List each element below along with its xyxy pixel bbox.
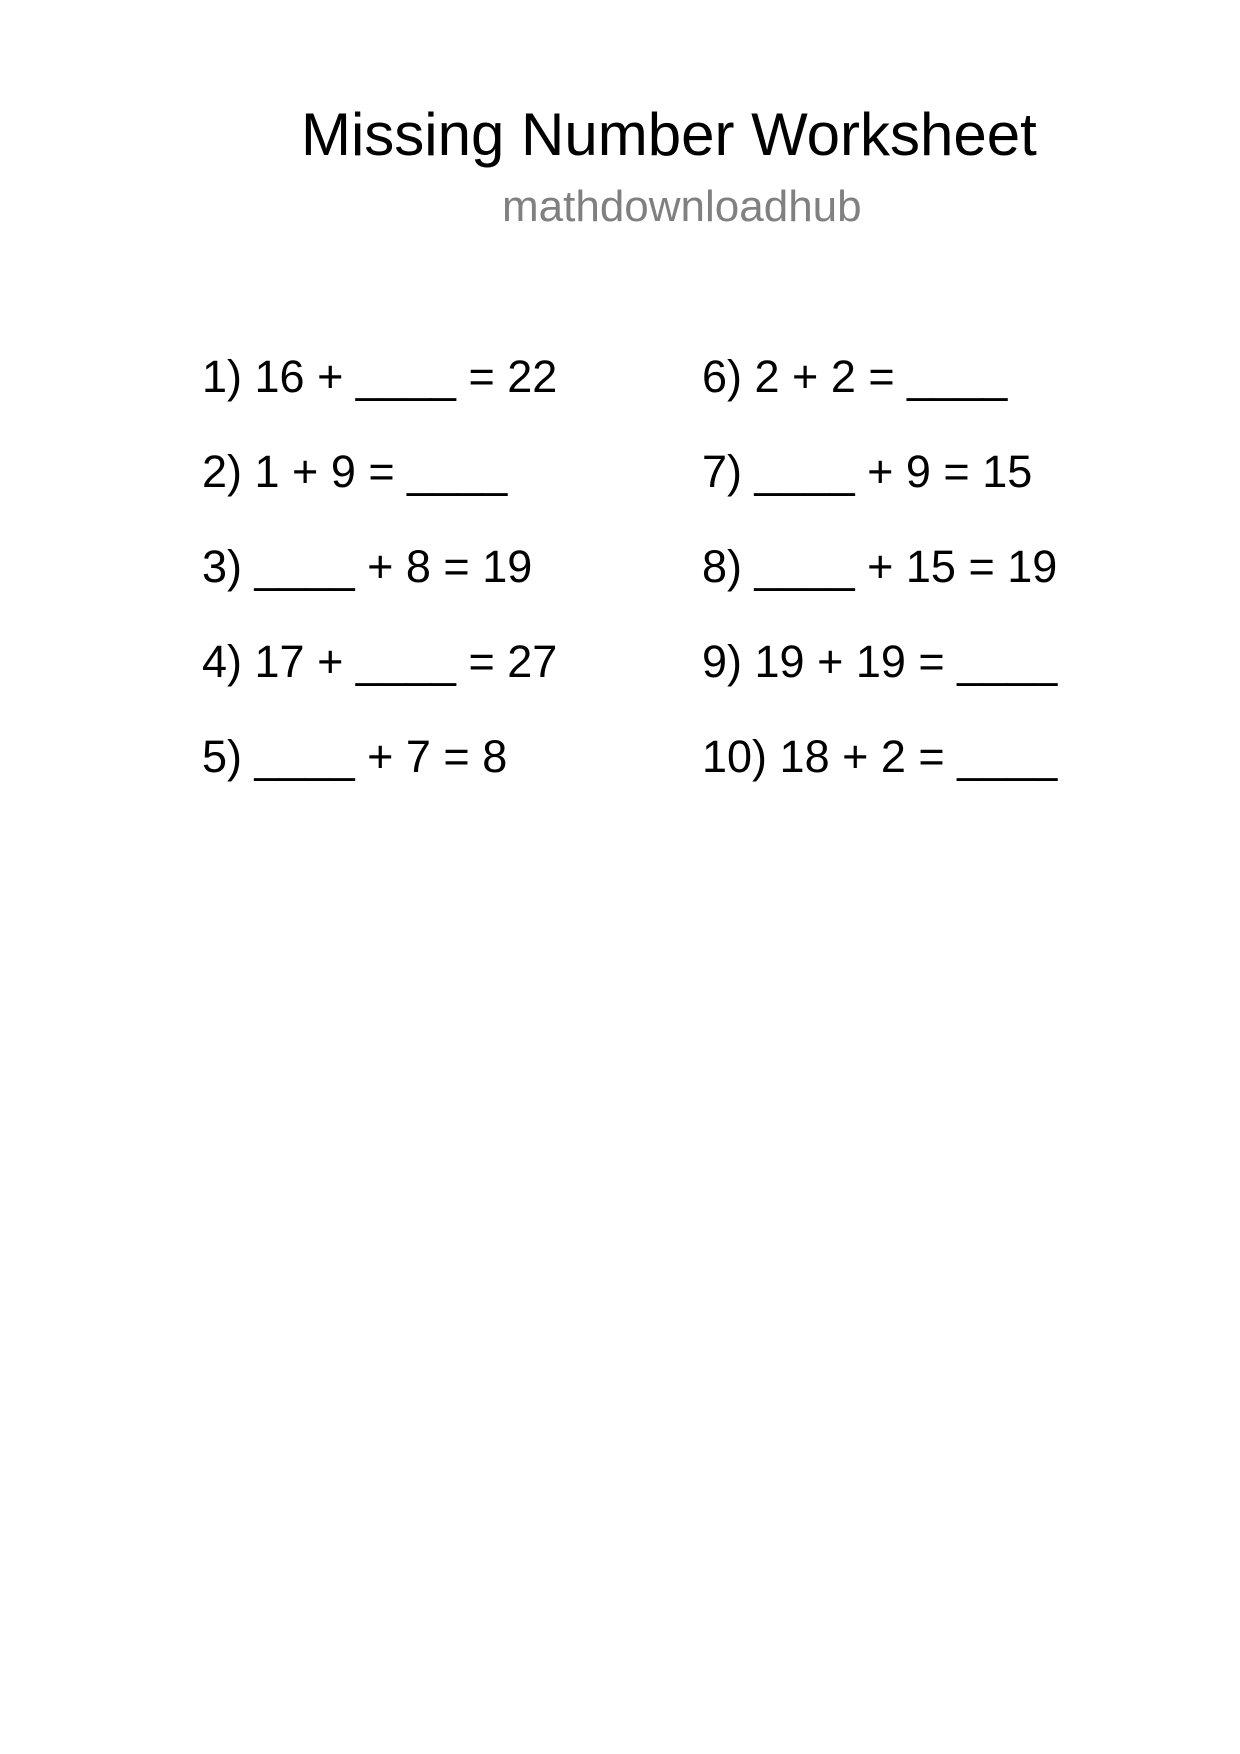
problem-6: 6) 2 + 2 = ____: [702, 351, 1008, 402]
problem-7: 7) ____ + 9 = 15: [702, 446, 1033, 497]
problem-8: 8) ____ + 15 = 19: [702, 541, 1058, 592]
worksheet-title: Missing Number Worksheet: [301, 101, 1037, 168]
problem-3: 3) ____ + 8 = 19: [202, 541, 533, 592]
problem-10: 10) 18 + 2 = ____: [702, 731, 1058, 782]
problem-1: 1) 16 + ____ = 22: [202, 351, 558, 402]
problem-2: 2) 1 + 9 = ____: [202, 446, 508, 497]
worksheet-subtitle: mathdownloadhub: [502, 182, 862, 231]
problem-5: 5) ____ + 7 = 8: [202, 731, 508, 782]
problem-9: 9) 19 + 19 = ____: [702, 636, 1058, 687]
problem-4: 4) 17 + ____ = 27: [202, 636, 558, 687]
